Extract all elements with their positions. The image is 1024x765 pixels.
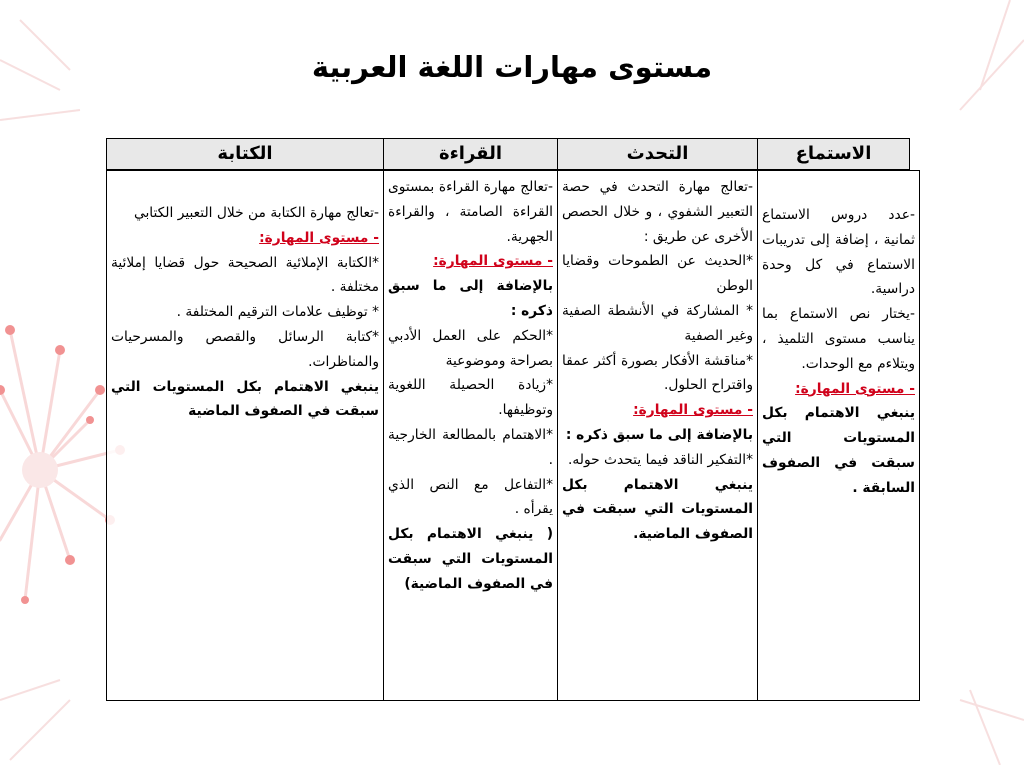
speaking-text-5: *التفكير الناقد فيما يتحدث حوله. [568,451,753,468]
reading-note: ( ينبغي الاهتمام بكل المستويات التي سبقت في الصفوف الماضية) [388,526,553,592]
reading-addition: بالإضافة إلى ما سبق ذكره : [388,278,553,319]
header-writing: الكتابة [106,138,384,170]
speaking-text-2: *الحديث عن الطموحات وقضايا الوطن [562,253,753,295]
speaking-text-3: * المشاركة في الأنشطة الصفية وغير الصفية [562,302,753,344]
writing-text-2: *الكتابة الإملائية الصحيحة حول قضايا إملائية مختلفة . [111,254,379,296]
header-reading: القراءة [383,138,558,170]
reading-text-5: *التفاعل مع النص الذي يقرأه . [388,476,553,518]
writing-level-label: - مستوى المهارة: [259,229,379,246]
speaking-text-4: *مناقشة الأفكار بصورة أكثر عمقا واقتراح الحلول. [562,352,753,394]
listening-level-label: - مستوى المهارة: [795,380,915,397]
header-speaking: التحدث [557,138,758,170]
speaking-text-1: -تعالج مهارة التحدث في حصة التعبير الشفوي ، و خلال الحصص الأخرى عن طريق : [562,179,753,245]
cell-writing [106,170,384,701]
speaking-addition: بالإضافة إلى ما سبق ذكره : [565,426,753,443]
reading-text-3: *زيادة الحصيلة اللغوية وتوظيفها. [388,377,553,419]
reading-text-4: *الاهتمام بالمطالعة الخارجية . [388,426,553,468]
writing-text-3: * توظيف علامات الترقيم المختلفة . [176,304,379,321]
cell-speaking [557,170,758,701]
writing-note: ينبغي الاهتمام بكل المستويات التي سبقت في الصفوف الماضية [111,378,379,420]
cell-reading [383,170,558,701]
cell-listening [757,170,920,701]
writing-text-1: -تعالج مهارة الكتابة من خلال التعبير الكتابي [133,205,379,221]
writing-text-4: *كتابة الرسائل والقصص والمسرحيات والمناظرات. [111,328,379,370]
reading-text-2: *الحكم على العمل الأدبي بصراحة وموضوعية [388,327,553,369]
listening-text-1: -عدد دروس الاستماع ثمانية ، إضافة إلى تدريبات الاستماع في كل وحدة دراسية. [762,207,915,298]
listening-text-2: -يختار نص الاستماع بما يناسب مستوى التلميذ ، ويتلاءم مع الوحدات. [762,306,915,372]
speaking-level-label: - مستوى المهارة: [633,402,753,419]
speaking-note: ينبغي الاهتمام بكل المستويات التي سبقت في الصفوف الماضية. [562,476,753,543]
listening-note: ينبغي الاهتمام بكل المستويات التي سبقت في الصفوف السابقة . [762,405,915,496]
header-listening: الاستماع [757,138,910,170]
reading-level-label: - مستوى المهارة: [433,253,553,270]
reading-text-1: -تعالج مهارة القراءة بمستوى القراءة الصامتة ، والقراءة الجهرية. [388,179,553,245]
page-title: مستوى مهارات اللغة العربية [311,50,713,84]
